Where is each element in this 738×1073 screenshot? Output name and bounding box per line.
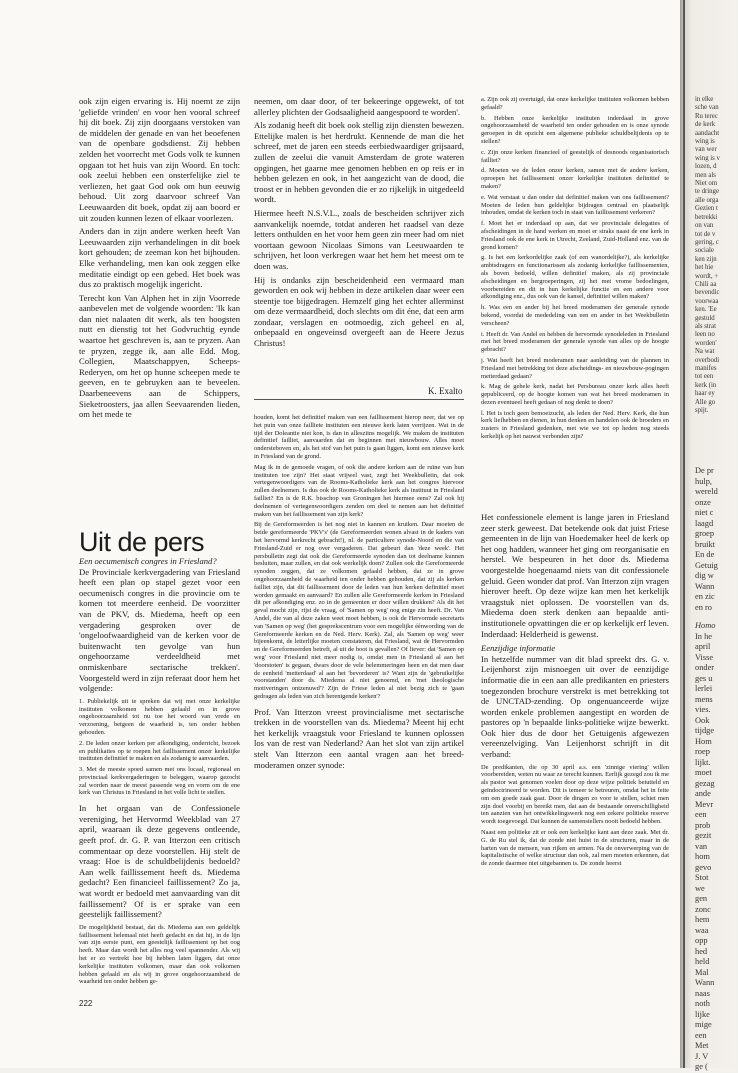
fragment-line: te dringe [695, 188, 719, 196]
section-heading: Uit de pers [79, 527, 205, 557]
column-middle-bottom [254, 414, 464, 773]
quoted-text [481, 764, 669, 868]
question: l. Het is toch geen bemoeizucht, als leden der Ned. Herv. Kerk, die hun kerk liefhebben en dienen, in hun denken en handelen ook de broeders en zusters in Friesland gedenken, met wie we tot op heden nog steeds kerkelijk op het nauwst verbonden zijn? [481, 409, 669, 441]
author-signature: K. Exalto [428, 386, 463, 396]
paragraph: Anders dan in zijn andere werken heeft Van Leeuwaarden zijn verhandelingen in dit boek kort gehouden; de zeeman kon het bijhouden. Elke verhandeling, men kan ook zeggen elke meditatie eindigt op een gebed. Het boek was dus zo praktisch mogelijk ingericht. [79, 226, 240, 290]
fragment-line: lijkt. [695, 757, 711, 767]
fragment-line: Gezien t [695, 205, 718, 213]
fragment-line: Hom [695, 736, 712, 746]
fragment-line: overbodi [695, 356, 720, 364]
paragraph: Bij de Gereformeerden is het nog niet in kannen en kruiken. Daar moeten de beide gereformeerde 'PKV's' (de Gereformeerden wonen alvast in de kaders van het hervormd kerkrecht gebracht!), nl. de particuliere synode-Noord en die van Friesland-Zuid er nog over vergaderen. Dat gebeurt dan 'deze week'. Het persbulletin zegt dat ook die Gereformeerde synoden dan tot deelname kunnen besluiten, maar zullen, en dat ook werkelijk doen? Zullen ook die Gereformeerde synoden zeggen, dat ze volkomen gefaald hebben, dat ze in grove ongehoorzaamheid de waarheid ten onder hebben gehouden, dat zij als kerken failliet zijn, dat dit faillissement door de leden van hun kerken definitief moet worden gemaakt en aanvaard? En zullen alle Gereformeerde kerken in Friesland dit per afkondiging enz. zo in de gemeenten er door willen drukken? Als dit het geval mocht zijn, rijst de vraag, of 'Samen op weg' nog enige zin heeft. Dr. Van Andel, die van al deze zaken weet moet hebben, is ook de Hervormde secretaris van 'Samen op weg' (het gesprekscentrum voor een mogelijke éénwording van de Gereformeerde kerken en de Ned. Herv. Kerk). Zal, als 'Samen op weg' weer bijeenkomt, de letterlijke moeten constateren, dat Friesland, wat de Hervormden en de Gereformeerden betreft, al uit de boot is gevallen? Of liever: dat 'Samen op weg' voor Friesland niet meer nodig is, omdat men in Friesland al aan het 'doorstoten' is gegaan, dwars door de vele belemmeringen heen en dat men daar de eenheid 'metterdaad' al aan het 'bevorderen' is? Want zijn de 'gebruikelijke voorstanden' door ds. Miedema al niet genoemd, en 'met theologische motiveringen ontzenuwd'? Zijn de Friese leden al niet bezig zich te 'gaan gedragen als leden van zich herenigende kerken'? [254, 521, 464, 700]
question: k. Mag de gehele kerk, nadat het Persbureau onzer kerk alles heeft gepubliceerd, op de hoogte komen van wat het breed moderamen in dezen eventueel heeft gedaan of nog denkt te doen? [481, 383, 669, 406]
fragment-line: voorwaa [695, 297, 719, 305]
fragment-line: men als [695, 171, 716, 179]
fragment-line: manifes [695, 365, 717, 372]
fragment-line: noth [695, 999, 710, 1008]
fragment-line: april [695, 642, 711, 651]
fragment-line: prob [695, 820, 711, 830]
fragment-line: sociale [695, 247, 714, 255]
fragment-line: niet c [695, 508, 714, 517]
fragment-line: hed [695, 946, 708, 956]
fragment-line: als strat [695, 322, 716, 330]
fragment-line: de kerk [695, 121, 716, 129]
fragment-line: lijke [695, 1009, 710, 1019]
list-item: 2. De leden onzer kerken per afkondiging, onderricht, bezoek en publikaties op te roepen het faillissement onzer kerkelijke instituten definitief te maken en als zodanig te aanvaarden. [79, 739, 240, 763]
question: a. Zijn ook zij overtuigd, dat onze kerkelijke instituten volkomen hebben gefaald? [481, 96, 669, 111]
question: b. Hebben onze kerkelijke instituten inderdaad in grove ongehoorzaamheid de waarheid ten onder gehouden en is onze synode geroepen in dit opzicht een algemene publieke schuldbelijdenis op te stellen? [481, 114, 669, 145]
fragment-line: wing is [695, 138, 715, 146]
fragment-line: J. V [695, 1051, 709, 1061]
fragment-line: aandacht [695, 129, 720, 137]
fragment-line: een [695, 810, 707, 819]
subheading: Eenzijdige informatie [481, 643, 556, 654]
fragment-line: gevo [695, 862, 712, 872]
fragment-line: Ru terec [695, 112, 718, 120]
fragment-line: En de [695, 550, 715, 559]
fragment-line: hulp, [695, 476, 712, 486]
question: e. Wat verstaat u dan onder dat definitief maken van ons faillissement? Moeten de leden hun geldelijke bijdragen centraal en plaatselijk inhouden, omdat de kerken toch in staat van faillissement verkeren? [481, 193, 669, 217]
fragment-line: Na wat [695, 348, 715, 356]
column-left-bottom [79, 556, 240, 989]
fragment-line: Met [695, 1041, 709, 1050]
fragment-line: lozen, d [695, 163, 717, 171]
fragment-line: Wann [695, 581, 715, 591]
paragraph: Naast een politieke zit er ook een kerkelijke kant aan deze zaak. Met dr. G. de Ru stel ik, dat de zonde niet huist in de structuren, maar in de harten van de mensen, van rijken en armen. Na de onverwerping van de kapitalistische of welke structuur dan ook, zal men moeten erkennen, dat de zonde daarmee niet uitgebannen is. De zonde heerst [481, 829, 669, 868]
fragment-line: Niet om [695, 180, 718, 188]
fragment-line: ken zijn [695, 255, 717, 263]
fragment-line: roep [695, 747, 710, 756]
paragraph: De Provinciale kerkvergadering van Friesland heeft een plan op stapel gezet voor een oecumenisch congres in die provincie om te komen tot meerdere eenheid. De voorzitter van de PKV, ds. Miedema, heeft op een vergadering gesproken over de 'ongeloofwaardigheid van de kerken voor de buitenwacht ten gevolge van hun ongehoorzame verdeeldheid met onmiskenbare sectarische trekken'. Voorgesteld werd in zijn referaat door hem het volgende: [79, 566, 240, 694]
fragment-line: kerk (in [695, 381, 717, 389]
fragment-line: wordt, + [695, 272, 719, 280]
fragment-line: en ro [695, 602, 712, 612]
paragraph: houden, komt het definitief maken van een faillissement hierop neer, dat we op het puin van onze failliete instituten een nieuwe kerk laten verrijzen. Wat in de tijd der Doleantie niet kon, is dan in allesziins mogelijk. We maken de instituten definitief failliet, aanvaarden dat en beginnen met nieuwbouw. Alles moet ondersteboven en, als het stof van het puin is gaan liggen, komt een nieuwe kerk in Friesland van de grond. [254, 414, 464, 460]
fragment-line: wereld [695, 487, 718, 496]
paragraph: Mag ik in de gemoede vragen, of ook die andere kerken aan de ruïne van hun instituten toe zijn? Het staat vrijwel vast, zegt het Weekbulletin, dat ook vertegenwoordigers van de Rooms-Katholieke kerk aan het congres hiervoor zullen deelnemen. Is dus ook de Rooms-Katholieke kerk als instituut in Friesland failliet? En is de R.K. bisschop van Groningen het hiermee eens? Zal ook hij deelnemen of vertegenwoordigers zenden om deel te nemen aan het definitief maken van het faillissement van zijn kerk? [254, 463, 464, 518]
fragment-line: Wann [695, 978, 715, 987]
fragment-line: Mal [695, 967, 709, 977]
fragment-line: gen [695, 894, 708, 903]
fragment-line: tot een [695, 373, 714, 381]
paragraph: In het orgaan van de Confessionele vereniging, het Hervormd Weekblad van 27 april, waaraan ik deze gegevens ontleende, geeft prof. dr. G. P. van Itterzon een critisch commentaar op deze voorstellen. Hij stelt de vraag: Hoe is de schuldbelijdenis bedoeld? Aan welk faillissement heeft ds. Miedema gedacht? Een financieel faillissement? Zo ja, wat wordt er bedoeld met aanvaarding van dit faillissement? Of is er sprake van een geestelijk faillissement? [79, 803, 240, 920]
fragment-line: Stot [695, 873, 709, 882]
paragraph: Als zodanig heeft dit boek ook stellig zijn diensten bewezen. Ettelijke malen is het herdrukt. Kennende de man die het schreef, met de jaren een steeds eerbiedwaardiger grijsaard, zullen de zeelui die vanuit Amsterdam de grote wateren opgingen, het gaarne mee genomen hebben en op reis er in hebben gelezen en ook, in het aangezicht van de dood, die troost er in hebben gevonden die er zo rijkelijk in uitgedeeld wordt. [254, 120, 464, 205]
fragment-line: moet [695, 768, 712, 777]
fragment-line: groep [695, 529, 715, 538]
fragment-line: onze [695, 497, 711, 507]
question: c. Zijn onze kerken financieel of geestelijk of desnoods organisatorisch failliet? [481, 148, 669, 164]
fragment-line: tot de v [695, 230, 716, 238]
column-left-top [79, 96, 240, 423]
fragment-line: leen no [695, 331, 715, 339]
fragment-line: In he [695, 631, 712, 641]
fragment-line: hom [695, 852, 710, 861]
fragment-line: laagd [695, 518, 714, 528]
fragment-line: vies. [695, 705, 711, 714]
fragment-line: we [695, 883, 705, 893]
paragraph: De mogelijkheid bestaat, dat ds. Miedema aan een geldelijk faillissement helemaal niet heeft gedacht en dat hij, in de lijn van zijn eerste punt, een geestelijk faillissement op het oog heeft. Maar dan wordt het alles nog veel spannender. Als wij het er zo vertrekt hoe bij hebben laten liggen, dat onze kerkelijke instituten volkomen, maar dan ook volkomen hebben gefaald en als wij in grove ongehoorzaamheid de waarheid ten onder hebben ge- [79, 923, 240, 986]
fragment-line: lerlei [695, 684, 713, 693]
fragment-line: spijt. [695, 407, 709, 415]
column-right-top [481, 96, 669, 444]
fragment-line: dig w [695, 571, 714, 580]
paragraph: neemen, om daar door, of ter bekeeringe opgewekt, of tot allerley plichten der Godsaaligheid aangespoord te worden'. [254, 96, 464, 117]
fragment-line: tijdge [695, 726, 715, 735]
fragment-line: ken. 'Ee [695, 306, 717, 314]
fragment-line: Visse [695, 652, 714, 662]
fragment-line: bruikt [695, 539, 716, 549]
paragraph: Prof. Van Itterzon vreest provincialisme met sectarische trekken in de voorstellen van ds. Miedema? Meent hij echt het kerkelijk vraagstuk voor Friesland te kunnen oplossen los van de rest van Nederland? Aan het slot van zijn artikel stelt Van Itterzon een aantal vragen aan het breed-moderamen onzer synode: [254, 706, 464, 770]
subheading: Een oecumenisch congres in Friesland? [79, 556, 217, 566]
question: h. Was een en ander bij het breed moderamen der generale synode bekend, voordat de mededeling van een en ander in het Weekbulletin verscheen? [481, 304, 669, 327]
fragment-line: naas [695, 988, 710, 998]
fragment-line: het hie [695, 264, 714, 272]
question: g. Is het een kerkordelijke zaak (of een wanordelijke?), als kerkelijke ambtsdragers en functionarissen als zodanig kerkelijke faillissementen, als boven bedoeld, willen definitief maken, als zij provinciale afscheidingen en hergroeperingen, zij het met vrome bedoelingen, voorbereiden en dit in hun kerkelijke functie en een andere voor afkondiging enz., dus ook van de kansel, definitief willen maken? [481, 254, 669, 301]
fragment-line: waa [695, 925, 709, 935]
fragment-line: mige [695, 1020, 712, 1029]
fragment-line: en zic [695, 592, 715, 601]
fragment-line: Alle go [695, 398, 716, 406]
question: f. Moet het er inderdaad op aan, dat we provinciale delegaties of afscheidingen in de hand werken en moet er straks naast de ene kerk in Friesland ook de ene kerk in Utrecht, Zeeland, Zuid-Holland enz. van de grond komen? [481, 220, 669, 251]
question: i. Heeft dr. Van Andel en hebben de hervormde synodeleden in Friesland met het breed moderamen der generale synode van alles op de hoogte gebracht? [481, 330, 669, 354]
fragment-line: onder [695, 663, 715, 672]
fragment-line: betrekki [695, 213, 718, 221]
fragment-line: on van [695, 222, 714, 230]
fragment-line: ge ( [695, 1062, 708, 1071]
fragment-line: zonc [695, 904, 711, 914]
next-page-fragment-top [695, 96, 738, 516]
fragment-line: Getuig [695, 560, 718, 570]
column-middle-top [254, 96, 464, 352]
fragment-subheading: Homo [695, 621, 716, 630]
paragraph: Hiermee heeft N.S.V.L., zoals de bescheiden schrijver zich aanvankelijk noemde, totdat anderen het raadsel van deze letters onthulden en het voor hem geen zin meer had om niet voortaan gewoon Nicolaas Simons van Leeuwaarden te schrijven, het loon verkregen waar het hem het meest om te doen was. [254, 207, 464, 271]
fragment-line: in elke [695, 96, 714, 103]
fragment-line: sche van [695, 104, 719, 112]
paragraph: De predikanten, die op 30 april a.s. een 'zinnige viering' willen voorbereiden, weten nu waar ze terecht kunnen. Eerlijk gezegd zou ik me als pastor wat genomen voelen door op deze wijze politiek betutteld en geïndoctrineerd te worden. Dit is temeer te betreuren, omdat het in feite om een goede zaak gaat. Door de dingen zo voor te stellen, schiet men zijn doel voorbij en bereikt men, dat aan de bestaande onverschilligheid ten aanzien van het ontwikkelingswerk nog een zekere politieke reserve wordt toegevoegd. Dat kunnen de samenstellers nooit bedoeld hebben. [481, 763, 669, 826]
question: d. Moeten we de leden onzer kerken, samen met de andere kerken, oproepen het faillissement onzer kerkelijke instituten definitief te maken? [481, 167, 669, 190]
fragment-line: Ook [695, 715, 710, 725]
fragment-line: alle orga [695, 196, 719, 204]
list-item: 3. Met de meeste spoed samen met ons locaal, regionaal en provinciaal kerkvergaderingen te beleggen, waarop gezocht zal worden naar de meest passende weg en vorm om de ene kerk van Christus in Friesland in het volle licht te stellen. [79, 766, 240, 797]
fragment-line: gezag [695, 778, 715, 788]
fragment-line: van [695, 841, 708, 851]
paragraph: In hetzelfde nummer van dit blad spreekt drs. G. v. Leijenhorst zijn misnoegen uit over de eenzijdige informatie die in een aan alle predikanten en priesters toegezonden brochure verstrekt is met betrekking tot de UNCTAD-zending. Op ongenuanceerde wijze worden enkele problemen aangestipt en worden de pastores op 'n bepaalde links-politieke wijze bewerkt. Ook hier dus de door het Getuigenis afgewezen vereenzelviging. Van Leijenhorst schrijft in dit verband: [481, 653, 669, 760]
book-spine [683, 0, 685, 1068]
fragment-line: hem [695, 915, 710, 924]
fragment-line: haar ey [695, 390, 715, 398]
paragraph: Terecht kon Van Alphen het in zijn Voorrede aanbevelen met de volgende woorden: 'Ik kan dan niet nalaaten dit werk, als ten hoogsten nutt en dienstig tot het Godvruchtig eynde waartoe het geschreven is, aan te pryzen. Aan te pryzen, zegge ik, aan alle Edd. Mog. Collegien, Maatschappyen, Scheeps-Rederyen, om het op hunne scheepen mede te geeven, en te gebruyken aan te beveelen. Daarbeneevens aan de Schippers, Sieketroosters, jaa allen Seevaarenden lieden, om het mede te [79, 292, 240, 420]
fragment-line: held [695, 957, 710, 966]
quoted-text [254, 414, 464, 701]
paragraph: Het confessionele element is lange jaren in Friesland zeer sterk geweest. Dat betekende ook dat juist Friese gemeenten in de lijn van Hoedemaker heel de kerk op het oog hadden, wanneer het ging om reorganisatie en herstel. We bespeuren in het door ds. Miedema voorgestelde hoegenaamd niets van dit confessionele geluid. Geen wonder dat prof. Van Itterzon zijn vragen hierover heeft. Op deze wijze kan men het kerkelijk vraagstuk niet oplossen. De voorstellen van ds. Miedema doen sterk denken aan bepaalde anti-institutionele opvattingen die er op kerkelijk erf leven. Inderdaad: Helderheid is gewenst. [481, 512, 669, 639]
fragment-line: worden' [695, 339, 717, 347]
paragraph: ook zijn eigen ervaring is. Hij noemt ze zijn 'geliefde vrinden' en voor hen vooral schreef hij dit boek. Zij zijn doorgaans verstoken van de middelen der genade en van het beoefenen van de openbare godsdienst. Zij hebben zelden het voorrecht met Gods volk te kunnen opgaan tot het huis van zijn Woord. En toch: ook zeelui hebben een onsterfelijke ziel te verliezen, het gaat God ook om hun eeuwig behoud. Uit zorg daarvoor schreef Van Leeuwaarden dit boek, opdat zij aan boord er uit zouden kunnen lezen of elkaar voorlezen. [79, 96, 240, 223]
fragment-line: ande [695, 789, 711, 798]
paragraph: Hij is ondanks zijn bescheidenheid een vermaard man geworden en ook wij hebben in deze artikelen daar weer een steentje toe bijgedragen. Hemzelf ging het echter allerminst om deze vermaardheid, doch slechts om dit éne, dat een arm zondaar, verslagen en ootmoedig, zich geheel en al, onbepaald en ongeveinsd overgeeft aan de Heere Jezus Christus! [254, 274, 464, 349]
fragment-line: mens [695, 694, 713, 704]
quoted-proposals [79, 698, 240, 798]
column-right-bottom [481, 512, 669, 871]
quoted-text [79, 924, 240, 986]
fragment-line: een [695, 1030, 707, 1040]
question: j. Wat heeft het breed moderamen naar aanleiding van de plannen in Friesland met betrekking tot deze afscheidings- en nieuwbouw-pogingen metterdaad gedaan? [481, 356, 669, 380]
fragment-line: Mevr [695, 799, 714, 809]
fragment-line: Chili aa [695, 280, 717, 288]
page-number: 222 [79, 999, 93, 1008]
fragment-line: bevendic [695, 289, 720, 297]
fragment-line: gezit [695, 831, 712, 840]
fragment-line: De pr [695, 466, 714, 475]
fragment-line: gering, c [695, 238, 719, 246]
next-page-fragment-bottom [695, 466, 738, 1071]
fragment-line: van wer [695, 146, 717, 154]
fragment-line: opp [695, 936, 708, 945]
fragment-line: wing is v [695, 154, 720, 162]
fragment-line: gestuld [695, 314, 715, 322]
list-item: 1. Publiekelijk uit te spreken dat wij met onze kerkelijke instituten volkomen hebben gefaald en in grove ongehoorzaamheid tot nu toe het woord van vrede en verzoening, betgeen de waarheid is, ten onder hebben gehouden. [79, 697, 240, 736]
section-divider [254, 399, 464, 400]
fragment-line: ges u [695, 673, 713, 683]
